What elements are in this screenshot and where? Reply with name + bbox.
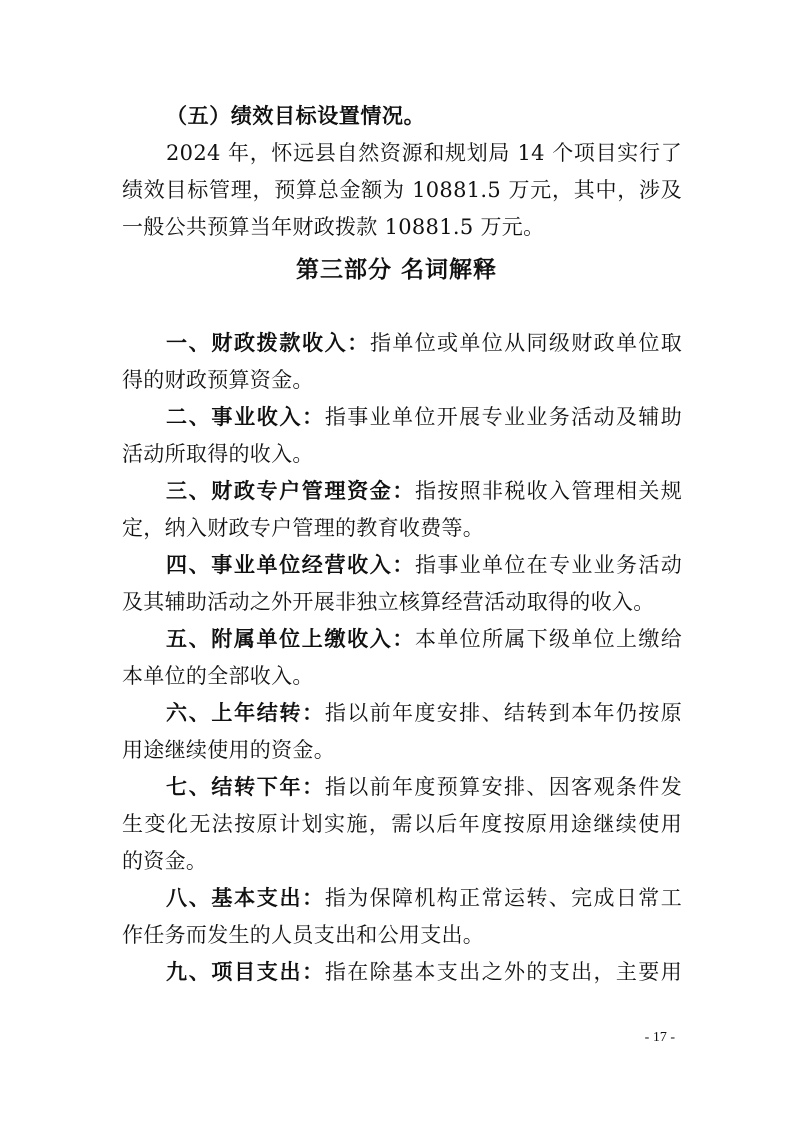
- paragraph-line: 得的财政预算资金。: [122, 368, 314, 392]
- paragraph-line: 用途继续使用的资金。: [122, 738, 335, 762]
- paragraph-line: 作任务而发生的人员支出和公用支出。: [122, 923, 485, 947]
- term-item: [122, 325, 682, 399]
- terms-list: [122, 325, 682, 991]
- term-item: [122, 880, 682, 954]
- term-label: 一、财政拨款收入：: [166, 331, 370, 355]
- term-label: 八、基本支出：: [166, 886, 325, 910]
- term-label: 五、附属单位上缴收入：: [166, 627, 415, 651]
- term-definition: 指为保障机构正常运转、完成日常工: [324, 886, 682, 910]
- term-item: [122, 621, 682, 695]
- term-item: [122, 695, 682, 769]
- term-definition: 本单位所属下级单位上缴给: [415, 627, 682, 651]
- paragraph-line: 一般公共预算当年财政拨款 10881.5 万元。: [122, 215, 545, 239]
- term-label: 四、事业单位经营收入：: [166, 553, 415, 577]
- term-label: 二、事业收入：: [166, 405, 325, 429]
- paragraph-line: 2024 年，怀远县自然资源和规划局 14 个项目实行了: [166, 141, 682, 165]
- term-item: [122, 473, 682, 547]
- paragraph-line: 定，纳入财政专户管理的教育收费等。: [122, 516, 485, 540]
- term-item: [122, 399, 682, 473]
- term-label: 六、上年结转：: [166, 701, 325, 725]
- term-definition: 指以前年度预算安排、因客观条件发: [324, 775, 682, 799]
- section-performance-goals: [122, 98, 682, 246]
- term-item: [122, 954, 682, 991]
- page-number: - 17 -: [644, 1030, 675, 1045]
- paragraph-line: 的资金。: [122, 849, 208, 873]
- term-definition: 指以前年度安排、结转到本年仍按原: [324, 701, 682, 725]
- term-definition: 指事业单位开展专业业务活动及辅助: [324, 405, 682, 429]
- term-label: 三、财政专户管理资金：: [166, 479, 415, 503]
- paragraph-line: 绩效目标管理，预算总金额为 10881.5 万元，其中，涉及: [122, 178, 682, 202]
- term-label: 九、项目支出：: [166, 960, 325, 984]
- term-item: [122, 769, 682, 880]
- term-label: 七、结转下年：: [166, 775, 325, 799]
- section-title: （五）绩效目标设置情况。: [166, 104, 426, 128]
- term-item: [122, 547, 682, 621]
- paragraph-line: 活动所取得的收入。: [122, 442, 314, 466]
- part-title: 第三部分 名词解释: [295, 257, 497, 283]
- term-definition: 指单位或单位从同级财政单位取: [369, 331, 682, 355]
- paragraph-line: 本单位的全部收入。: [122, 664, 314, 688]
- term-definition: 指按照非税收入管理相关规: [415, 479, 682, 503]
- term-definition: 指在除基本支出之外的支出，主要用: [324, 960, 682, 984]
- term-definition: 指事业单位在专业业务活动: [415, 553, 682, 577]
- paragraph-line: 及其辅助活动之外开展非独立核算经营活动取得的收入。: [122, 590, 655, 614]
- paragraph-line: 生变化无法按原计划实施，需以后年度按原用途继续使用: [122, 812, 682, 836]
